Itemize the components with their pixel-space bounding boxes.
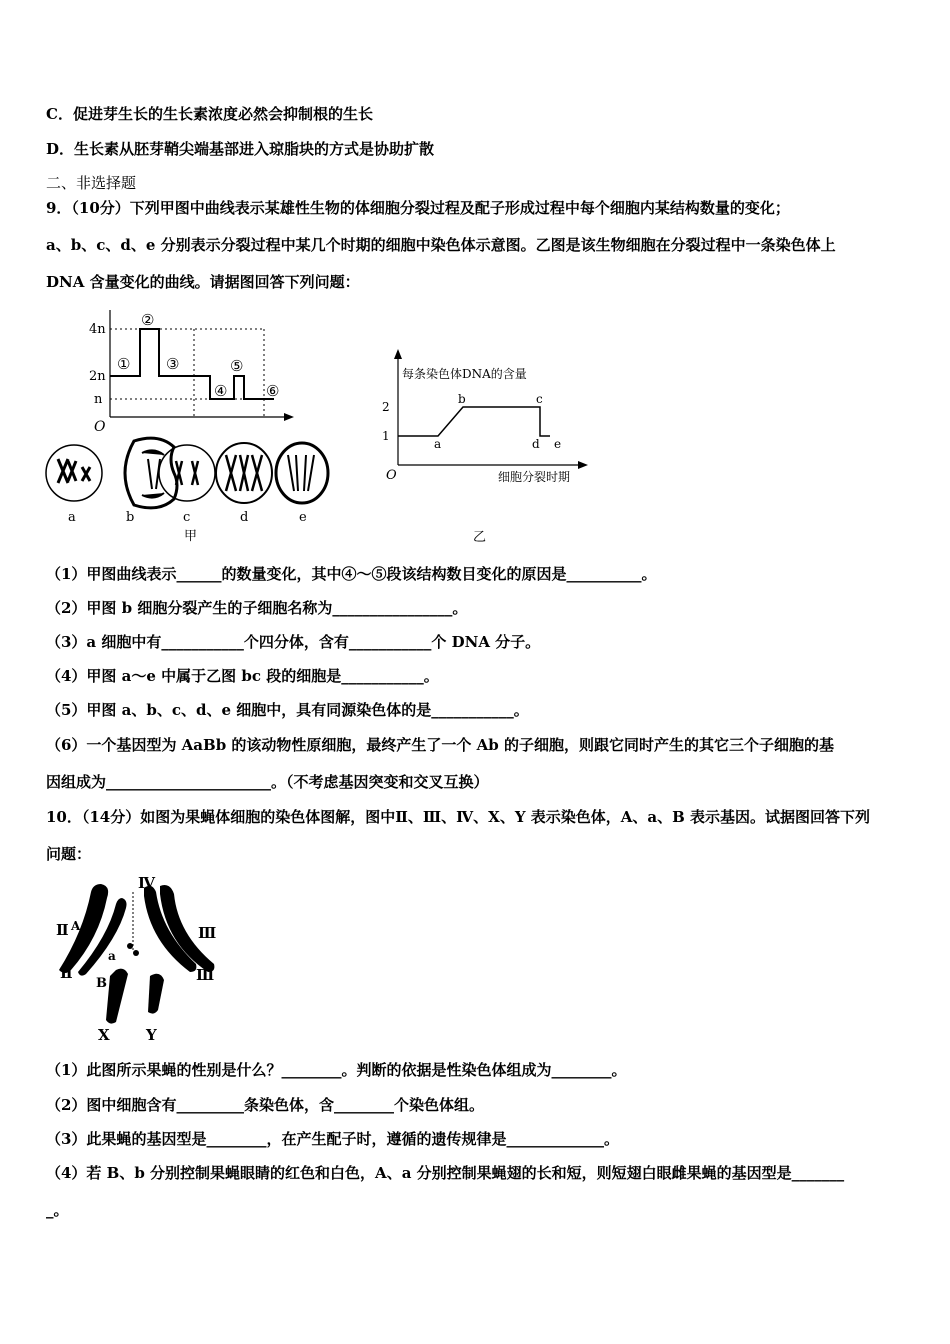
q9-sub-4: （4）甲图 a～e 中属于乙图 bc 段的细胞是___________。 <box>46 667 439 685</box>
cell-label-a: a <box>68 510 76 525</box>
yi-tick-2: 2 <box>382 400 390 414</box>
y-label-4n: 4n <box>89 322 106 337</box>
label-ii-upper: Ⅱ <box>56 921 69 939</box>
label-gene-B: B <box>96 976 107 991</box>
q10-sub-4a: （4）若 B、b 分别控制果蝇眼睛的红色和白色，A、a 分别控制果蝇翅的长和短，则短翅白眼雌果蝇的基因型是_______ <box>46 1164 845 1182</box>
caption-yi: 乙 <box>473 530 487 545</box>
option-d: D．生长素从胚芽鞘尖端基部进入琼脂块的方式是协助扩散 <box>46 140 435 158</box>
cell-a-diagram <box>46 445 102 501</box>
cell-d-diagram <box>216 443 272 503</box>
q10-sub-1: （1）此图所示果蝇的性别是什么？________。判断的依据是性染色体组成为________。 <box>46 1061 627 1079</box>
seg-1: ① <box>117 355 131 373</box>
q10-sub-4b: _。 <box>46 1201 69 1219</box>
label-ii-lower: Ⅱ <box>60 964 73 982</box>
section-heading: 二、非选择题 <box>46 174 137 192</box>
cell-label-d: d <box>240 510 249 525</box>
figure-jia <box>44 305 344 545</box>
cell-label-c: c <box>183 510 191 525</box>
figure-yi <box>368 345 608 545</box>
y-label-n: n <box>94 392 103 407</box>
label-y: Y <box>146 1026 157 1044</box>
cell-e-diagram <box>276 443 328 503</box>
label-gene-A: A <box>71 919 81 933</box>
cell-c-diagram <box>159 445 215 501</box>
label-iii-lower: Ⅲ <box>196 966 215 984</box>
cell-label-b: b <box>126 510 135 525</box>
q10-sub-2: （2）图中细胞含有_________条染色体，含________个染色体组。 <box>46 1096 484 1114</box>
yi-point-e: e <box>554 437 562 451</box>
q10-intro-2: 问题： <box>46 845 92 863</box>
yi-point-c: c <box>536 392 543 406</box>
yi-point-d: d <box>532 437 540 451</box>
label-iii-upper: Ⅲ <box>198 924 217 942</box>
q9-intro-3: DNA 含量变化的曲线。请据图回答下列问题： <box>46 273 360 291</box>
label-gene-a: a <box>108 949 116 963</box>
yi-origin: O <box>386 468 397 483</box>
q9-intro-1: 9．（10分）下列甲图中曲线表示某雄性生物的体细胞分裂过程及配子形成过程中每个细胞内某结构数量的变化； <box>46 199 790 217</box>
seg-2: ② <box>141 311 155 329</box>
label-iv: Ⅳ <box>138 874 156 892</box>
q9-sub-6a: （6）一个基因型为 AaBb 的该动物性原细胞，最终产生了一个 Ab 的子细胞，则跟它同时产生的其它三个子细胞的基 <box>46 736 834 754</box>
y-label-2n: 2n <box>89 369 106 384</box>
q10-intro-1: 10．（14分）如图为果蝇体细胞的染色体图解，图中Ⅱ、Ⅲ、Ⅳ、X、Y 表示染色体，A、a、B 表示基因。试据图回答下列 <box>46 808 871 826</box>
caption-jia: 甲 <box>184 529 198 544</box>
q9-sub-6b: 因组成为______________________。（不考虑基因突变和交叉互换） <box>46 773 489 791</box>
q9-intro-2: a、b、c、d、e 分别表示分裂过程中某几个时期的细胞中染色体示意图。乙图是该生物细胞在分裂过程中一条染色体上 <box>46 236 836 254</box>
q9-sub-3: （3）a 细胞中有___________个四分体，含有___________个 DNA 分子。 <box>46 633 541 651</box>
q9-sub-2: （2）甲图 b 细胞分裂产生的子细胞名称为________________。 <box>46 599 468 617</box>
figure-fruitfly-chromosomes <box>46 870 226 1045</box>
seg-4: ④ <box>214 382 228 400</box>
seg-3: ③ <box>166 355 180 373</box>
cell-b-diagram <box>125 438 177 508</box>
yi-xlabel: 细胞分裂时期 <box>498 470 571 484</box>
yi-point-b: b <box>458 392 466 406</box>
q9-sub-5: （5）甲图 a、b、c、d、e 细胞中，具有同源染色体的是___________。 <box>46 701 529 719</box>
q10-sub-3: （3）此果蝇的基因型是________，在产生配子时，遵循的遗传规律是_____________。 <box>46 1130 619 1148</box>
seg-6: ⑥ <box>266 382 280 400</box>
cell-label-e: e <box>299 510 307 525</box>
label-x: X <box>98 1026 110 1044</box>
yi-point-a: a <box>434 437 442 451</box>
option-c: C．促进芽生长的生长素浓度必然会抑制根的生长 <box>46 105 373 123</box>
yi-tick-1: 1 <box>382 429 390 443</box>
q9-sub-1: （1）甲图曲线表示______的数量变化，其中④～⑤段该结构数目变化的原因是__________。 <box>46 565 657 583</box>
yi-ylabel: 每条染色体DNA的含量 <box>402 367 527 381</box>
origin-o: O <box>94 419 106 435</box>
seg-5: ⑤ <box>230 357 244 375</box>
